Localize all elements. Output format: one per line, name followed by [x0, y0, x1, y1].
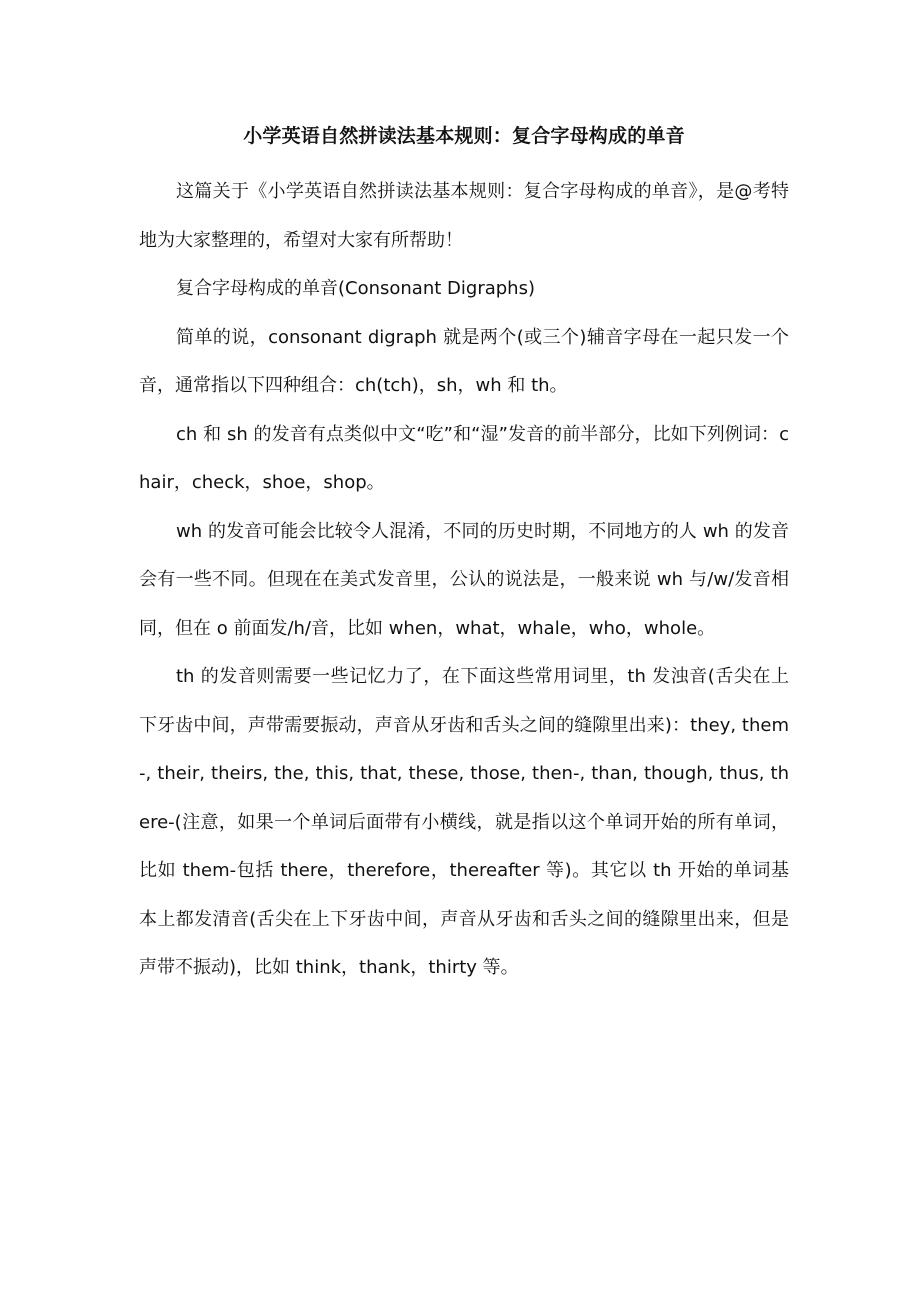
- paragraph-intro: 这篇关于《小学英语自然拼读法基本规则：复合字母构成的单音》，是@考特地为大家整理的，希望对大家有所帮助！: [139, 181, 789, 251]
- document-title: 小学英语自然拼读法基本规则：复合字母构成的单音: [243, 125, 685, 147]
- paragraph-section-heading: 复合字母构成的单音(Consonant Digraphs): [176, 278, 535, 299]
- paragraph-wh: wh 的发音可能会比较令人混淆，不同的历史时期，不同地方的人 wh 的发音会有一些不同。但现在在美式发音里，公认的说法是，一般来说 wh 与/w/发音相同，但在 o 前面发/h/音，比如 when，what，whale，who，whole。: [139, 520, 789, 639]
- paragraph-ch-sh: ch 和 sh 的发音有点类似中文“吃”和“湿”发音的前半部分，比如下列例词：chair，check，shoe，shop。: [139, 423, 789, 493]
- paragraph-definition: 简单的说，consonant digraph 就是两个(或三个)辅音字母在一起只发一个音，通常指以下四种组合：ch(tch)，sh，wh 和 th。: [139, 326, 789, 396]
- document-body: [139, 120, 789, 993]
- paragraph-th: th 的发音则需要一些记忆力了，在下面这些常用词里，th 发浊音(舌尖在上下牙齿中间，声带需要振动，声音从牙齿和舌头之间的缝隙里出来)：they, them-, their, theirs, the, this, that, these, those, then-, than, though, thus, there-(注意，如果一个单词后面带有小横线，就是指以这个单词开始的所有单词，比如 them-包括 there，therefore，thereafter 等)。其它以 th 开始的单词基本上都发清音(舌尖在上下牙齿中间，声音从牙齿和舌头之间的缝隙里出来，但是声带不振动)，比如 think，thank，thirty 等。: [139, 666, 789, 978]
